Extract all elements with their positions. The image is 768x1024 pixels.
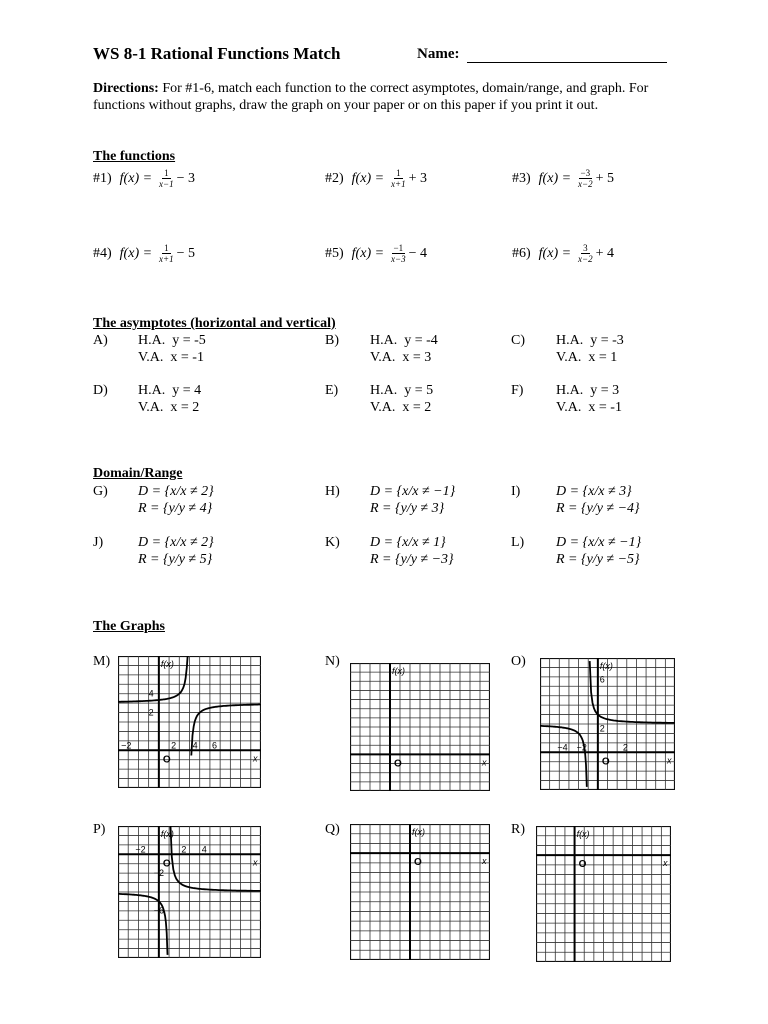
fraction-denominator: x−1	[159, 179, 174, 189]
graph-label: O)	[511, 654, 526, 669]
tick-label: 4	[192, 740, 198, 751]
domain-value: D = {x/x ≠ −1}	[370, 484, 456, 499]
graph-m	[118, 656, 261, 788]
function-fraction	[391, 243, 406, 264]
graph-r	[536, 826, 671, 962]
asymptote-label: B)	[325, 333, 339, 348]
vertical-asymptote: V.A. x = 2	[138, 400, 200, 415]
domain-range-label: J)	[93, 535, 104, 550]
y-axis-label: f(x)	[412, 827, 425, 837]
domain-value: D = {x/x ≠ −1}	[556, 535, 642, 550]
function-fx: f(x) =	[119, 170, 153, 186]
tick-label: −6	[153, 905, 165, 916]
asymptote-label: E)	[325, 383, 339, 398]
asymptotes-heading: The asymptotes (horizontal and vertical)	[93, 316, 336, 331]
domain-range-label: L)	[511, 535, 525, 550]
fraction-numerator: 1	[164, 243, 169, 253]
function-number: #5)	[325, 245, 344, 261]
domain-value: D = {x/x ≠ 2}	[138, 535, 214, 550]
function-number: #2)	[325, 170, 344, 186]
directions	[93, 80, 673, 114]
graph-label: Q)	[325, 822, 340, 837]
graph-label: P)	[93, 822, 106, 837]
function-tail: − 4	[408, 245, 428, 261]
asymptote-label: D)	[93, 383, 108, 398]
function-number: #6)	[512, 245, 531, 261]
function-tail: − 5	[176, 245, 196, 261]
function-fraction	[159, 168, 174, 189]
functions-heading: The functions	[93, 149, 176, 164]
function-item	[512, 243, 614, 264]
graph-q	[350, 824, 490, 960]
horizontal-asymptote: H.A. y = -4	[370, 333, 438, 348]
vertical-asymptote: V.A. x = 2	[370, 400, 432, 415]
tick-label: 2	[148, 707, 154, 718]
tick-label: −2	[576, 742, 587, 753]
range-value: R = {y/y ≠ −5}	[556, 552, 640, 567]
range-value: R = {y/y ≠ −3}	[370, 552, 454, 567]
x-axis-label: x	[253, 857, 258, 868]
fraction-numerator: 3	[583, 243, 588, 253]
tick-label: 4	[201, 844, 207, 855]
function-number: #1)	[93, 170, 112, 186]
fraction-denominator: x−2	[578, 254, 593, 264]
y-axis-label: f(x)	[392, 666, 405, 676]
graph-label: N)	[325, 654, 340, 669]
domain-value: D = {x/x ≠ 3}	[556, 484, 632, 499]
name-line[interactable]	[467, 62, 667, 63]
function-fx: f(x) =	[351, 170, 385, 186]
function-item	[93, 243, 195, 264]
function-item	[512, 168, 614, 189]
domain-range-heading: Domain/Range	[93, 466, 183, 481]
range-value: R = {y/y ≠ 4}	[138, 501, 213, 516]
graphs-heading: The Graphs	[93, 619, 165, 634]
function-fraction	[578, 168, 593, 189]
asymptote-label: F)	[511, 383, 524, 398]
tick-label: −2	[153, 867, 165, 878]
tick-label: 4	[148, 688, 154, 699]
horizontal-asymptote: H.A. y = 4	[138, 383, 202, 398]
graph-p	[118, 826, 261, 958]
fraction-denominator: x−3	[391, 254, 406, 264]
vertical-asymptote: V.A. x = 1	[556, 350, 618, 365]
x-axis-label: x	[482, 856, 487, 867]
name-label: Name:	[417, 46, 460, 62]
tick-label: 6	[599, 674, 605, 685]
function-tail: + 3	[408, 170, 428, 186]
fraction-numerator: 1	[396, 168, 401, 178]
x-axis-label: x	[663, 858, 668, 869]
function-fx: f(x) =	[351, 245, 385, 261]
fraction-denominator: x+1	[391, 179, 406, 189]
tick-label: 2	[599, 723, 605, 734]
domain-range-label: H)	[325, 484, 340, 499]
y-axis-label: f(x)	[160, 659, 174, 669]
origin-label: O	[414, 857, 422, 869]
graph-n	[350, 663, 490, 791]
y-axis-label: f(x)	[576, 829, 590, 839]
function-fraction	[391, 168, 406, 189]
tick-label: −2	[135, 844, 146, 855]
domain-value: D = {x/x ≠ 2}	[138, 484, 214, 499]
x-axis-label: x	[667, 755, 672, 766]
tick-label: −4	[557, 742, 568, 753]
tick-label: 2	[171, 740, 177, 751]
horizontal-asymptote: H.A. y = 3	[556, 383, 620, 398]
fraction-denominator: x+1	[159, 254, 174, 264]
origin-label: O	[394, 758, 402, 770]
range-value: R = {y/y ≠ 3}	[370, 501, 445, 516]
horizontal-asymptote: H.A. y = -5	[138, 333, 206, 348]
vertical-asymptote: V.A. x = 3	[370, 350, 432, 365]
range-value: R = {y/y ≠ −4}	[556, 501, 640, 516]
tick-label: −2	[121, 740, 132, 751]
horizontal-asymptote: H.A. y = -3	[556, 333, 624, 348]
function-number: #4)	[93, 245, 112, 261]
y-axis-label: f(x)	[160, 829, 174, 839]
function-tail: + 4	[595, 245, 615, 261]
fraction-numerator: −1	[393, 243, 404, 253]
domain-range-label: I)	[511, 484, 521, 499]
function-item	[325, 243, 427, 264]
vertical-asymptote: V.A. x = -1	[556, 400, 622, 415]
origin-label: O	[601, 756, 610, 768]
function-item	[325, 168, 427, 189]
function-fraction	[578, 243, 593, 264]
domain-range-label: G)	[93, 484, 108, 499]
tick-label: 2	[181, 844, 187, 855]
fraction-denominator: x−2	[578, 179, 593, 189]
function-fx: f(x) =	[538, 245, 572, 261]
function-fx: f(x) =	[119, 245, 153, 261]
fraction-numerator: 1	[164, 168, 169, 178]
function-tail: − 3	[176, 170, 196, 186]
x-axis-label: x	[253, 753, 258, 764]
origin-label: O	[578, 859, 587, 871]
x-axis-label: x	[482, 757, 487, 768]
origin-label: O	[162, 858, 171, 870]
tick-label: 6	[211, 740, 217, 751]
function-fx: f(x) =	[538, 170, 572, 186]
tick-label: 2	[622, 742, 628, 753]
graph-label: R)	[511, 822, 525, 837]
function-fraction	[159, 243, 174, 264]
function-tail: + 5	[595, 170, 615, 186]
directions-label: Directions:	[93, 81, 159, 96]
function-item	[93, 168, 195, 189]
function-number: #3)	[512, 170, 531, 186]
domain-value: D = {x/x ≠ 1}	[370, 535, 446, 550]
directions-text: For #1-6, match each function to the correct asymptotes, domain/range, and graph. For functions without graphs, draw the graph on your paper or on this paper if you print it out.	[93, 81, 649, 113]
graph-o	[540, 658, 675, 790]
domain-range-label: K)	[325, 535, 340, 550]
asymptote-label: C)	[511, 333, 525, 348]
asymptote-label: A)	[93, 333, 108, 348]
page-title: WS 8-1 Rational Functions Match	[93, 44, 341, 63]
graph-label: M)	[93, 654, 111, 669]
vertical-asymptote: V.A. x = -1	[138, 350, 204, 365]
horizontal-asymptote: H.A. y = 5	[370, 383, 434, 398]
range-value: R = {y/y ≠ 5}	[138, 552, 213, 567]
y-axis-label: f(x)	[599, 661, 613, 671]
fraction-numerator: −3	[580, 168, 591, 178]
origin-label: O	[162, 754, 171, 766]
